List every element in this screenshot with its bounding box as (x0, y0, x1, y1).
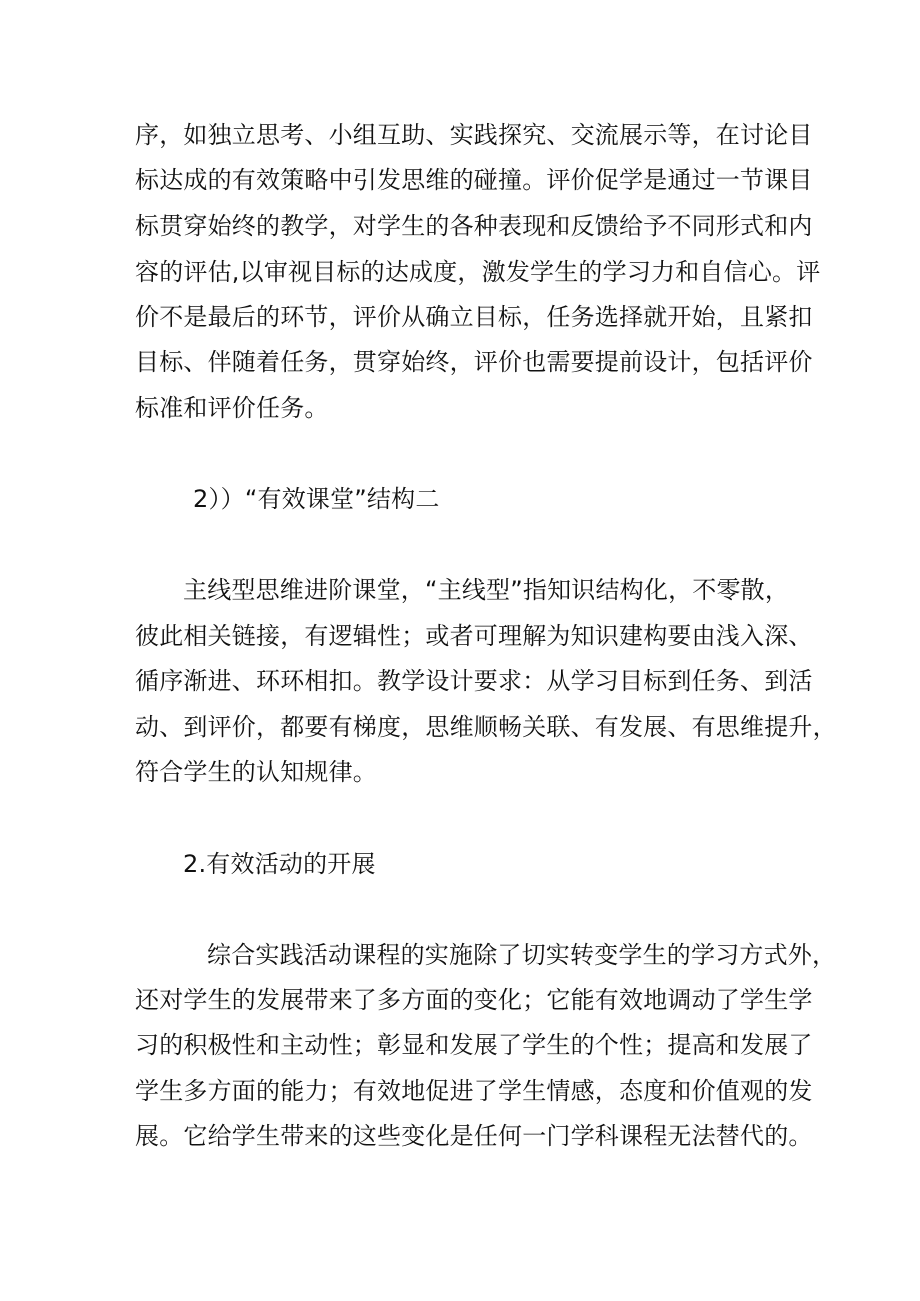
paragraph-1-line-5: 价不是最后的环节，评价从确立目标，任务选择就开始，且紧扣 (135, 303, 813, 331)
paragraph-2-line-3: 循序渐进、环环相扣。教学设计要求：从学习目标到任务、到活 (135, 667, 813, 695)
paragraph-3-line-1: 综合实践活动课程的实施除了切实转变学生的学习方式外， (207, 941, 837, 969)
paragraph-1-line-3: 标贯穿始终的教学，对学生的各种表现和反馈给予不同形式和内 (135, 212, 813, 240)
paragraph-2-line-5: 符合学生的认知规律。 (135, 758, 377, 786)
paragraph-2-line-1: 主线型思维进阶课堂，“主线型”指知识结构化，不零散， (183, 576, 790, 604)
paragraph-3-line-5: 展。它给学生带来的这些变化是任何一门学科课程无法替代的。 (135, 1122, 813, 1150)
section-heading-structure-two: 2））“有效课堂”结构二 (193, 485, 440, 513)
paragraph-1-line-4: 容的评估,以审视目标的达成度，激发学生的学习力和自信心。评 (135, 258, 821, 286)
section-heading-effective-activities: 2.有效活动的开展 (183, 850, 376, 878)
paragraph-1-line-6: 目标、伴随着任务，贯穿始终，评价也需要提前设计，包括评价 (135, 348, 813, 376)
paragraph-2-line-2: 彼此相关链接，有逻辑性；或者可理解为知识建构要由浅入深、 (135, 622, 813, 650)
paragraph-1-line-1: 序，如独立思考、小组互助、实践探究、交流展示等，在讨论目 (135, 121, 813, 149)
paragraph-3-line-3: 习的积极性和主动性；彰显和发展了学生的个性；提高和发展了 (135, 1031, 813, 1059)
paragraph-1-line-2: 标达成的有效策略中引发思维的碰撞。评价促学是通过一节课目 (135, 166, 813, 194)
paragraph-3-line-4: 学生多方面的能力；有效地促进了学生情感，态度和价值观的发 (135, 1077, 813, 1105)
paragraph-3-line-2: 还对学生的发展带来了多方面的变化；它能有效地调动了学生学 (135, 986, 813, 1014)
paragraph-2-line-4: 动、到评价，都要有梯度，思维顺畅关联、有发展、有思维提升， (135, 713, 837, 741)
paragraph-1-line-7: 标准和评价任务。 (135, 394, 329, 422)
